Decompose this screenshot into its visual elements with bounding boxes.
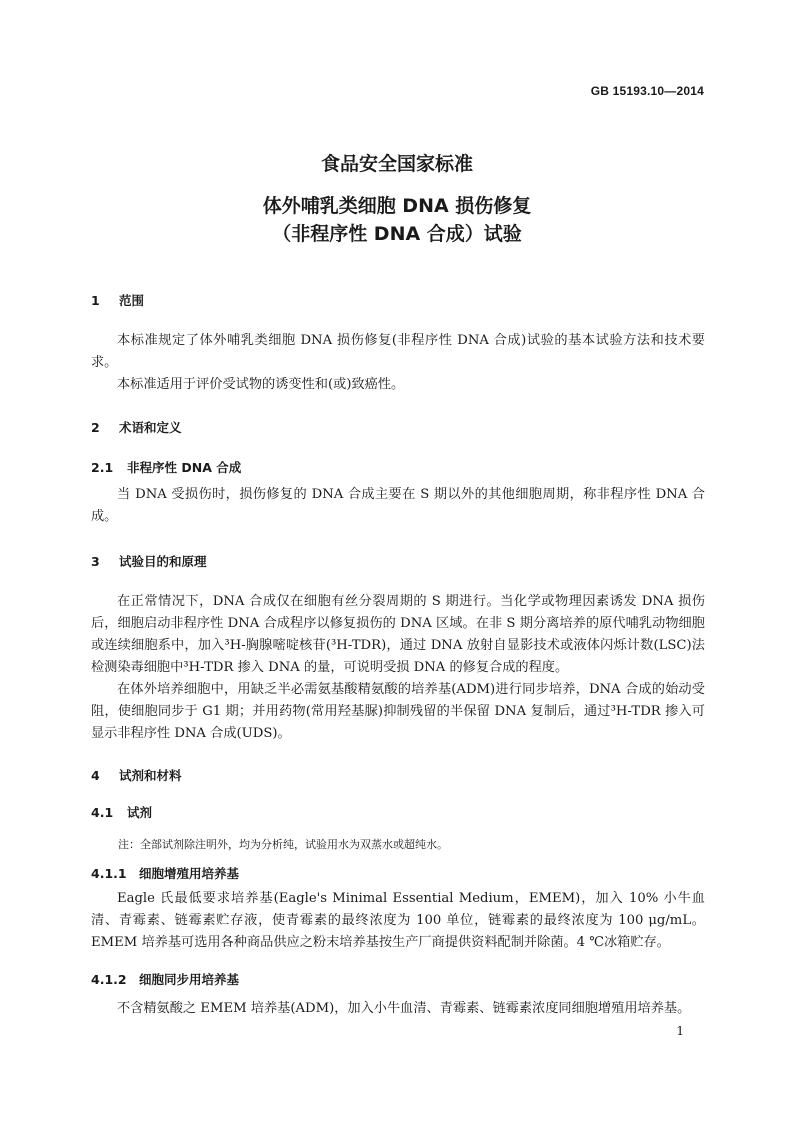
- section-number: 2.1: [91, 460, 114, 475]
- section-number: 4.1.2: [91, 972, 127, 987]
- section-number: 3: [91, 554, 100, 569]
- section-number: 1: [91, 293, 100, 308]
- section-title: 细胞增殖用培养基: [139, 866, 240, 881]
- section-title: 范围: [119, 293, 145, 308]
- section-number: 4.1.1: [91, 866, 127, 881]
- paragraph: Eagle 氏最低要求培养基(Eagle's Minimal Essential Medium，EMEM)，加入 10% 小牛血清、青霉素、链霉素贮存液，使青霉素的最终浓度为 100 单位，链霉素的最终浓度为 100 μg/mL。EMEM 培养基可选用各种商品供应之粉末培养基按生产厂商提供资料配制并除菌。4 ℃冰箱贮存。: [91, 891, 705, 950]
- section-heading-2-1: [91, 458, 241, 476]
- section-heading-4: [91, 766, 182, 784]
- paragraph: 在体外培养细胞中，用缺乏半必需氨基酸精氨酸的培养基(ADM)进行同步培养，DNA 合成的始动受阻，使细胞同步于 G1 期；并用药物(常用羟基脲)抑制残留的半保留 DNA 复制后，通过³H-TDR 掺入可显示非程序性 DNA 合成(UDS)。: [91, 682, 705, 741]
- section-number: 2: [91, 420, 100, 435]
- paragraph: 本标准规定了体外哺乳类细胞 DNA 损伤修复(非程序性 DNA 合成)试验的基本试验方法和技术要求。: [91, 333, 705, 370]
- section-title: 试验目的和原理: [119, 554, 207, 569]
- section-title: 试剂和材料: [119, 768, 182, 783]
- paragraph: 当 DNA 受损伤时，损伤修复的 DNA 合成主要在 S 期以外的其他细胞周期，称非程序性 DNA 合成。: [91, 487, 705, 524]
- section-heading-4-1-2: [91, 970, 239, 988]
- section-heading-1: [91, 291, 144, 309]
- title-line-1: 食品安全国家标准: [320, 153, 473, 175]
- section-heading-4-1: [91, 803, 152, 821]
- section-number: 4.1: [91, 805, 114, 820]
- section-number: 4: [91, 768, 100, 783]
- section-title: 试剂: [127, 805, 153, 820]
- paragraph: 不含精氨酸之 EMEM 培养基(ADM)，加入小牛血清、青霉素、链霉素浓度同细胞增殖用培养基。: [117, 1001, 691, 1016]
- document-title: [0, 150, 794, 248]
- title-line-2: 体外哺乳类细胞 DNA 损伤修复: [262, 195, 532, 217]
- title-line-3: （非程序性 DNA 合成）试验: [272, 223, 522, 245]
- note: 注：全部试剂除注明外，均为分析纯，试验用水为双蒸水或超纯水。: [118, 838, 448, 851]
- section-heading-2: [91, 418, 182, 436]
- section-title: 术语和定义: [119, 420, 182, 435]
- section-title: 非程序性 DNA 合成: [127, 460, 242, 475]
- section-heading-4-1-1: [91, 864, 239, 882]
- section-title: 细胞同步用培养基: [139, 972, 240, 987]
- page-number: 1: [676, 1024, 684, 1038]
- paragraph: 本标准适用于评价受试物的诱变性和(或)致癌性。: [117, 377, 405, 392]
- section-heading-3: [91, 552, 207, 570]
- paragraph: 在正常情况下，DNA 合成仅在细胞有丝分裂周期的 S 期进行。当化学或物理因素诱发 DNA 损伤后，细胞启动非程序性 DNA 合成程序以修复损伤的 DNA 区域。在非 S 期分离培养的原代哺乳动物细胞或连续细胞系中，加入³H-胸腺嘧啶核苷(³H-TDR)，通过 DNA 放射自显影技术或液体闪烁计数(LSC)法检测染毒细胞中³H-TDR 掺入 DNA 的量，可说明受损 DNA 的修复合成的程度。: [91, 594, 705, 675]
- standard-code: GB 15193.10—2014: [590, 84, 704, 98]
